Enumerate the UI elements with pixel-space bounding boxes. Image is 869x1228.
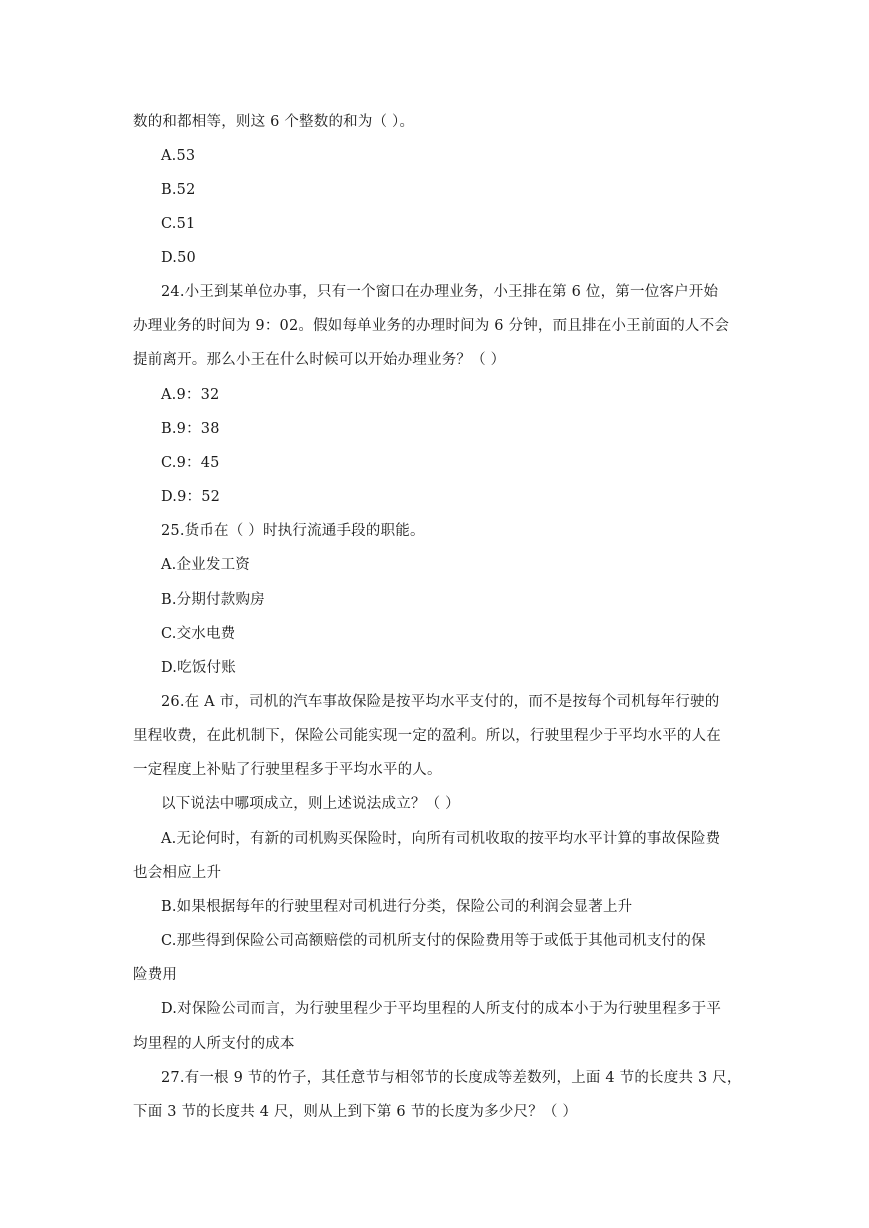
option-b-q23: B.52: [161, 182, 196, 198]
option-a-q26-line-1: A.无论何时，有新的司机购买保险时，向所有司机收取的按平均水平计算的事故保险费: [161, 831, 721, 847]
question-25: 25.货币在（ ）时执行流通手段的职能。: [161, 523, 425, 539]
option-c-q23: C.51: [161, 216, 196, 232]
option-d-q23: D.50: [161, 250, 196, 266]
question-27-line-1: 27.有一根 9 节的竹子，其任意节与相邻节的长度成等差数列，上面 4 节的长度共 3 尺，: [161, 1070, 742, 1086]
question-24-line-1: 24.小王到某单位办事，只有一个窗口在办理业务，小王排在第 6 位，第一位客户开始: [161, 284, 719, 300]
option-a-q24: A.9：32: [161, 387, 220, 403]
option-a-q26-line-2: 也会相应上升: [133, 865, 222, 881]
option-d-q25: D.吃饭付账: [161, 660, 236, 676]
question-27-line-2: 下面 3 节的长度共 4 尺，则从上到下第 6 节的长度为多少尺？（ ）: [133, 1104, 578, 1120]
option-b-q24: B.9：38: [161, 421, 220, 437]
question-26-line-2: 里程收费，在此机制下，保险公司能实现一定的盈利。所以，行驶里程少于平均水平的人在: [133, 728, 721, 744]
option-d-q26-line-1: D.对保险公司而言，为行驶里程少于平均里程的人所支付的成本小于为行驶里程多于平: [161, 1001, 722, 1017]
option-a-q23: A.53: [161, 148, 196, 164]
option-b-q26: B.如果根据每年的行驶里程对司机进行分类，保险公司的利润会显著上升: [161, 899, 633, 915]
option-c-q26-line-1: C.那些得到保险公司高额赔偿的司机所支付的保险费用等于或低于其他司机支付的保: [161, 933, 706, 949]
question-26-line-1: 26.在 A 市，司机的汽车事故保险是按平均水平支付的，而不是按每个司机每年行驶的: [161, 694, 720, 710]
option-a-q25: A.企业发工资: [161, 557, 250, 573]
option-d-q26-line-2: 均里程的人所支付的成本: [133, 1036, 295, 1052]
option-c-q24: C.9：45: [161, 455, 220, 471]
text-line: 数的和都相等，则这 6 个整数的和为（ ）。: [133, 114, 415, 130]
question-26-prompt: 以下说法中哪项成立，则上述说法成立？（ ）: [161, 796, 460, 812]
option-c-q25: C.交水电费: [161, 626, 236, 642]
option-c-q26-line-2: 险费用: [133, 967, 178, 983]
option-d-q24: D.9：52: [161, 489, 221, 505]
option-b-q25: B.分期付款购房: [161, 592, 265, 608]
question-24-line-2: 办理业务的时间为 9：02。假如每单业务的办理时间为 6 分钟，而且排在小王前面的人不会: [133, 318, 730, 334]
question-26-line-3: 一定程度上补贴了行驶里程多于平均水平的人。: [133, 762, 442, 778]
question-24-line-3: 提前离开。那么小王在什么时候可以开始办理业务？（ ）: [133, 352, 506, 368]
